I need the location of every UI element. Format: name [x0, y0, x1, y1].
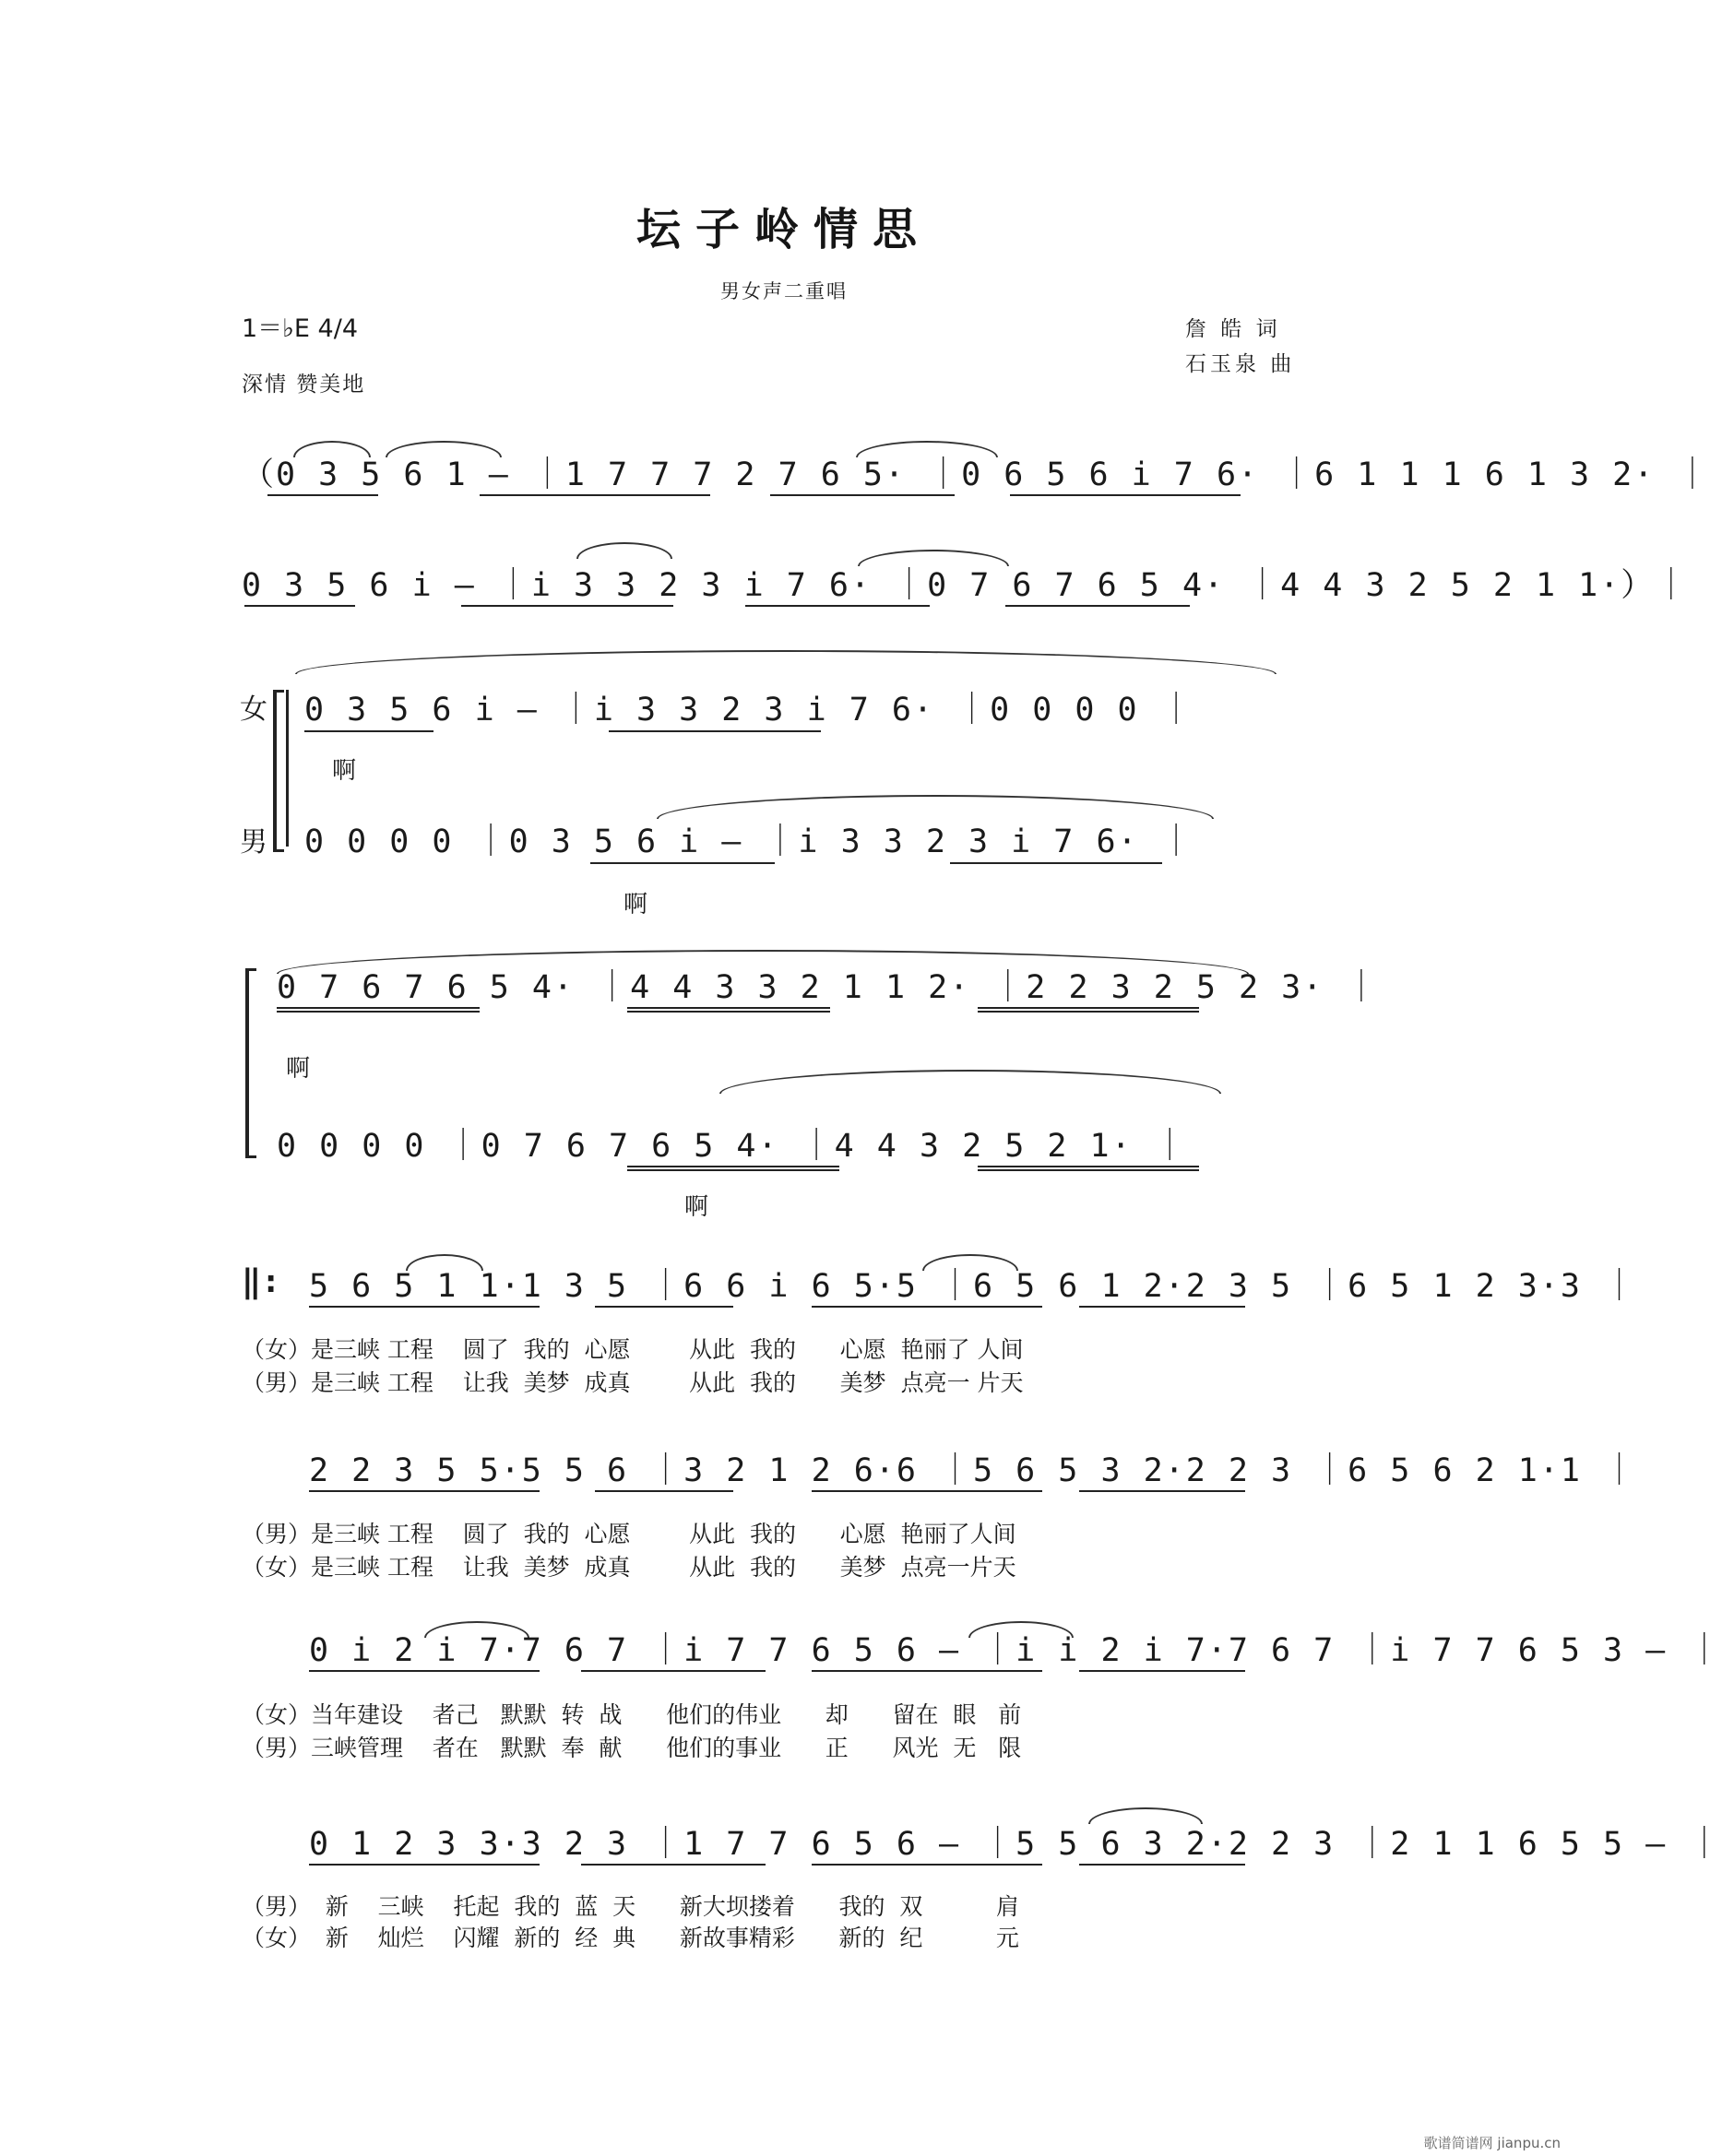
verse3-lyric-2: （男）三峡管理 者在 默默 奉 献 他们的事业 正 风光 无 限 [242, 1735, 1022, 1761]
tempo-marking: 深情 赞美地 [242, 373, 366, 397]
beam-line [1079, 1490, 1245, 1492]
verse1-lyric-2: （男）是三峡 工程 让我 美梦 成真 从此 我的 美梦 点亮一 片天 [242, 1369, 1024, 1396]
system-line [286, 690, 289, 847]
beam-line [627, 1166, 839, 1171]
female-notes-2: 0 7 6 7 6 5 4· ｜4 4 3 3 2 1 1 2· ｜2 2 3 2 5 2 3· ｜ [277, 969, 1380, 1006]
beam-line [595, 1490, 733, 1492]
phrase-slur [295, 650, 1277, 674]
female-lyric-ah: 啊 [332, 757, 357, 785]
beam-line [1079, 1864, 1245, 1866]
verse1-notes: 5 6 5 1 1·1 3 5 ｜6 6 i 6 5·5 ｜6 5 6 1 2·2 3 5 ｜6 5 1 2 3·3 ｜ [309, 1268, 1638, 1305]
verse2-lyric-2: （女）是三峡 工程 让我 美梦 成真 从此 我的 美梦 点亮一片天 [242, 1554, 1016, 1581]
beam-line [581, 1670, 766, 1672]
site-watermark: 歌谱简谱网 jianpu.cn [1423, 2135, 1561, 2151]
verse4-lyric-2: （女） 新 灿烂 闪耀 新的 经 典 新故事精彩 新的 纪 元 [242, 1925, 1019, 1951]
beam-line [309, 1306, 540, 1308]
beam-line [304, 730, 433, 732]
system-bracket [245, 968, 256, 1158]
female-part-label: 女 [240, 693, 267, 726]
beam-line [1079, 1306, 1245, 1308]
verse3-lyric-1: （女）当年建设 者己 默默 转 战 他们的伟业 却 留在 眼 前 [242, 1701, 1022, 1728]
beam-line [950, 862, 1162, 864]
beam-line [609, 730, 821, 732]
female-lyric-ah: 啊 [286, 1055, 311, 1083]
beam-line [812, 1670, 1042, 1672]
beam-line [1079, 1670, 1245, 1672]
beam-line [244, 605, 355, 607]
verse4-lyric-1: （男） 新 三峡 托起 我的 蓝 天 新大坝搂着 我的 双 肩 [242, 1893, 1019, 1920]
beam-line [267, 494, 378, 496]
beam-line [309, 1864, 540, 1866]
beam-line [590, 862, 775, 864]
phrase-slur [657, 795, 1214, 819]
verse2-notes: 2 2 3 5 5·5 5 6 ｜3 2 1 2 6·6 ｜5 6 5 3 2·2 2 3 ｜6 5 6 2 1·1 ｜ [309, 1452, 1638, 1489]
credits [1185, 312, 1295, 382]
lyricist: 詹 皓 词 [1185, 317, 1281, 341]
beam-line [277, 1007, 480, 1013]
beam-line [812, 1490, 1042, 1492]
composer: 石玉泉 曲 [1185, 352, 1296, 376]
beam-line [581, 1864, 766, 1866]
beam-line [595, 1306, 733, 1308]
beam-line [309, 1670, 540, 1672]
male-lyric-ah: 啊 [684, 1193, 709, 1221]
beam-line [309, 1490, 540, 1492]
intro-line-1: （0 3 5 6 1 – ｜1 7 7 7 2 7 6 5· ｜0 6 5 6 i 7 6· ｜6 1 1 1 6 1 3 2· ｜ [242, 456, 1711, 493]
slur [576, 542, 672, 559]
beam-line [1005, 605, 1190, 607]
male-notes-2: 0 0 0 0 ｜0 7 6 7 6 5 4· ｜4 4 3 2 5 2 1· ｜ [277, 1128, 1188, 1165]
beam-line [745, 605, 930, 607]
phrase-slur [719, 1070, 1221, 1094]
verse2-lyric-1: （男）是三峡 工程 圆了 我的 心愿 从此 我的 心愿 艳丽了人间 [242, 1521, 1016, 1547]
beam-line [770, 494, 955, 496]
song-title: 坛子岭情思 [635, 204, 932, 255]
key-signature: 1＝♭E 4/4 [242, 314, 359, 343]
beam-line [812, 1306, 1042, 1308]
repeat-start-sign: ‖: [242, 1263, 281, 1300]
female-notes-1: 0 3 5 6 i – ｜i 3 3 2 3 i 7 6· ｜0 0 0 0 ｜ [304, 692, 1194, 729]
male-notes-1: 0 0 0 0 ｜0 3 5 6 i – ｜i 3 3 2 3 i 7 6· ｜ [304, 823, 1194, 860]
verse4-notes: 0 1 2 3 3·3 2 3 ｜1 7 7 6 5 6 – ｜5 5 6 3 2·2 2 3 ｜2 1 1 6 5 5 – ｜ [309, 1826, 1722, 1863]
verse1-lyric-1: （女）是三峡 工程 圆了 我的 心愿 从此 我的 心愿 艳丽了 人间 [242, 1336, 1024, 1363]
male-lyric-ah: 啊 [623, 891, 648, 918]
male-part-label: 男 [240, 826, 267, 859]
beam-line [461, 605, 673, 607]
beam-line [812, 1864, 1042, 1866]
song-subtitle: 男女声二重唱 [720, 280, 848, 302]
beam-line [480, 494, 710, 496]
intro-line-2: 0 3 5 6 i – ｜i 3 3 2 3 i 7 6· ｜0 7 6 7 6 5 4· ｜4 4 3 2 5 2 1 1·）｜ [242, 567, 1690, 604]
verse3-notes: 0 i 2 i 7·7 6 7 ｜i 7 7 6 5 6 – ｜i i 2 i 7·7 6 7 ｜i 7 7 6 5 3 – ｜ [309, 1632, 1722, 1669]
beam-line [627, 1007, 830, 1013]
beam-line [978, 1007, 1199, 1013]
beam-line [1010, 494, 1241, 496]
system-bracket [273, 690, 284, 852]
beam-line [978, 1166, 1199, 1171]
